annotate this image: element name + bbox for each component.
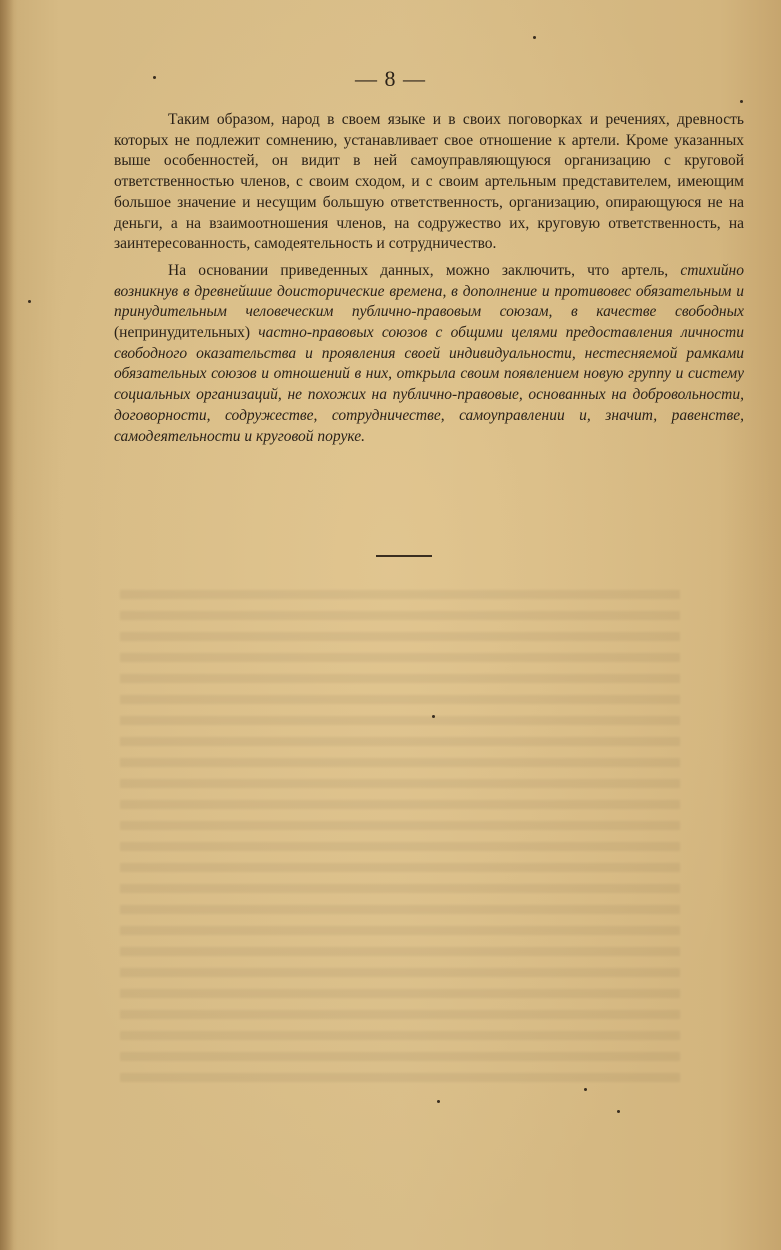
paragraph-2-intro: На основании приведенных данных, можно заключить, что артель, <box>168 261 669 279</box>
section-divider-rule <box>376 555 432 557</box>
paper-speck <box>28 300 31 303</box>
body-text <box>114 110 744 447</box>
paper-speck <box>533 36 536 39</box>
paper-speck <box>432 715 435 718</box>
paragraph-1: Таким образом, народ в своем языке и в своих поговорках и речениях, древность которых не подлежит сомнению, устанавливает свое отношение к артели. Кроме указанных выше особенностей, он видит в ней самоуправляющуюся организацию с круговой ответственностью членов, с своим сходом, и с своим артельным представителем, имеющим большое значение и несущим большую ответственность, организацию, опирающуюся не на деньги, а на взаимоотношения членов, на содружество их, круговую ответственность, на заинтересованность, самодеятельность и сотрудничество. <box>114 111 744 253</box>
paper-speck <box>584 1088 587 1091</box>
paper-speck <box>437 1100 440 1103</box>
paper-speck <box>740 100 743 103</box>
paragraph-2-italic-a: стихийно возникнув в древнейшие доисторические времена, в дополнение и противовес обязательным и принудительным человеческим публично-правовым союзам, в качестве свободных <box>114 261 744 321</box>
paper-speck <box>617 1110 620 1113</box>
paragraph-2 <box>114 261 744 447</box>
show-through-texture <box>120 590 680 1090</box>
paper-speck <box>153 76 156 79</box>
paragraph-2-italic-b: частно-правовых союзов с общими целями предоставления личности свободного оказательства и проявления своей индивидуальности, нестесняемой рамками обязательных союзов и отношений в них, открыла своим появлением новую группу и систему социальных организаций, не похожих на публично-правовые, основанных на добровольности, договорности, содружестве, сотрудничестве, самоуправлении и, значит, равенстве, самодеятельности и круговой поруке. <box>114 324 745 445</box>
page-fold-shadow <box>0 0 14 1250</box>
paragraph-2-parenthetical: (непринудительных) <box>114 324 251 342</box>
page-number: — 8 — <box>355 66 426 91</box>
